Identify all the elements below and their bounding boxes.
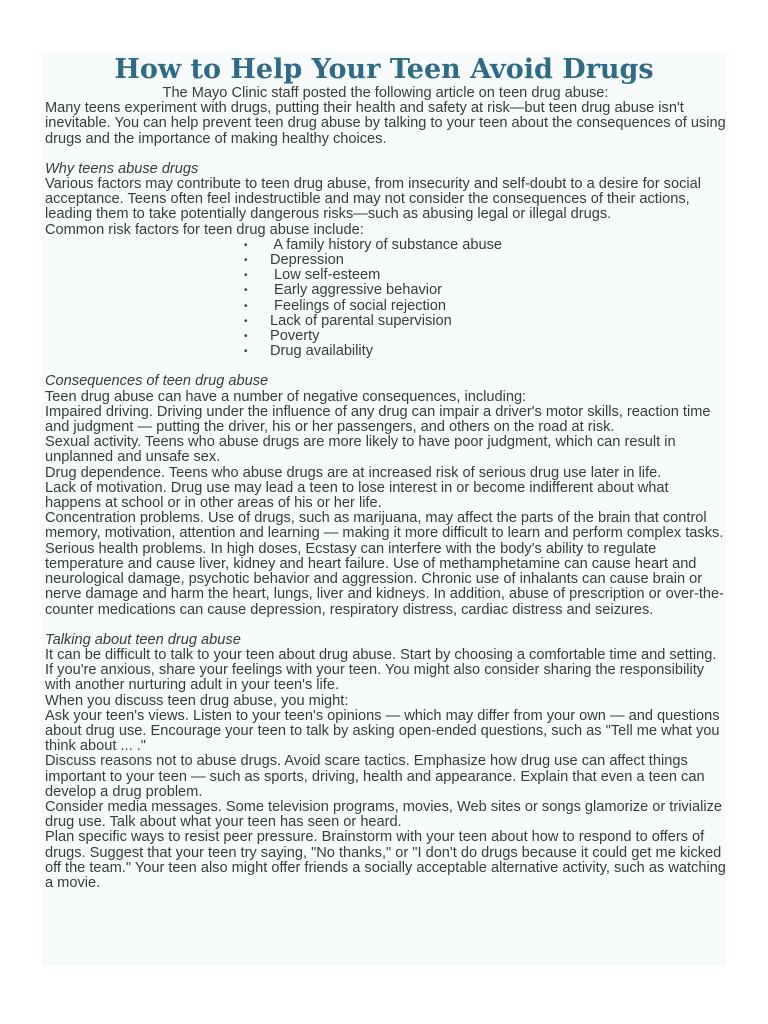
document-page <box>42 52 726 966</box>
list-item: • Drug availability <box>244 343 374 360</box>
section-heading-talking: Talking about teen drug abuse <box>45 631 241 648</box>
list-item: • A family history of substance abuse <box>244 236 503 253</box>
intro-line: The Mayo Clinic staff posted the following article on teen drug abuse: <box>162 85 609 101</box>
risk-list-intro: Common risk factors for teen drug abuse include: <box>45 221 364 238</box>
bullet-icon: • <box>244 255 248 267</box>
list-item: • Poverty <box>244 328 320 345</box>
article-body <box>42 86 726 891</box>
list-item: • Depression <box>244 252 344 269</box>
lead-paragraph: Many teens experiment with drugs, putting their health and safety at risk—but teen drug abuse isn't inevitable. You can help prevent teen drug abuse by talking to your teen about the consequences of using drugs and the importance of making healthy choices. <box>45 100 726 147</box>
consequence-item: Sexual activity. Teens who abuse drugs are more likely to have poor judgment, which can result in unplanned and unsafe sex. <box>45 434 676 466</box>
consequences-intro: Teen drug abuse can have a number of negative consequences, including: <box>45 388 527 405</box>
bullet-icon: • <box>244 270 248 282</box>
bullet-icon: • <box>244 300 248 312</box>
bullet-icon: • <box>244 346 248 358</box>
section-heading-consequences: Consequences of teen drug abuse <box>45 373 269 390</box>
talking-item: Plan specific ways to resist peer pressure. Brainstorm with your teen about how to respond to offers of drugs. Suggest that your teen try saying, "No thanks," or "I don't do drugs because it could get me kicked off the team." Your teen also might offer friends a socially acceptable alternative activity, such as watching a movie. <box>45 829 726 891</box>
consequence-item: Impaired driving. Driving under the influence of any drug can impair a driver's motor skills, reaction time and judgment — putting the driver, his or her passengers, and others on the road at risk. <box>45 403 711 436</box>
consequence-item: Lack of motivation. Drug use may lead a teen to lose interest in or become indifferent about what happens at school or in other areas of his or her life. <box>45 479 669 512</box>
talking-item: Ask your teen's views. Listen to your teen's opinions — which may differ from your own — and questions about drug use. Encourage your teen to talk by asking open-ended questions, such as "Tell me what you think about ... ." <box>45 707 720 755</box>
bullet-icon: • <box>244 285 248 297</box>
talking-item: Consider media messages. Some television programs, movies, Web sites or songs glamorize or trivialize drug use. Talk about what your teen has seen or heard. <box>45 798 722 831</box>
bullet-icon: • <box>244 315 248 327</box>
bullet-icon: • <box>244 239 248 251</box>
consequence-item: Drug dependence. Teens who abuse drugs are at increased risk of serious drug use later in life. <box>45 464 662 481</box>
consequence-item: Serious health problems. In high doses, Ecstasy can interfere with the body's ability to regulate temperature and cause liver, kidney and heart failure. Use of methamphetamine can cause heart and neurological damage, psychotic behavior and aggression. Chronic use of inhalants can cause brain or nerve damage and harm the heart, lungs, liver and kidneys. In addition, abuse of prescription or over-the-counter medications can cause depression, respiratory distress, cardiac distress and seizures. <box>45 540 724 618</box>
why-paragraph: Various factors may contribute to teen drug abuse, from insecurity and self-doubt to a desire for social acceptance. Teens often feel indestructible and may not consider the consequences of their actions, leading them to take potentially dangerous risks—such as abusing legal or illegal drugs. <box>45 176 701 223</box>
risk-factor-list <box>244 238 726 360</box>
list-item: • Feelings of social rejection <box>244 297 447 314</box>
bullet-icon: • <box>244 331 248 343</box>
talking-item: Discuss reasons not to abuse drugs. Avoid scare tactics. Emphasize how drug use can affect things important to your teen — such as sports, driving, health and appearance. Explain that even a teen can develop a drug problem. <box>45 753 705 800</box>
list-item: • Low self-esteem <box>244 267 381 284</box>
list-item: • Early aggressive behavior <box>244 282 442 299</box>
list-item: • Lack of parental supervision <box>244 312 452 329</box>
talking-paragraph: It can be difficult to talk to your teen about drug abuse. Start by choosing a comfortable time and setting. If you're anxious, share your feelings with your teen. You might also consider sharing the responsibility with another nurturing adult in your teen's life. <box>45 646 717 694</box>
section-heading-why: Why teens abuse drugs <box>45 160 199 177</box>
page-title: How to Help Your Teen Avoid Drugs <box>114 54 654 85</box>
consequence-item: Concentration problems. Use of drugs, such as marijuana, may affect the parts of the brain that control memory, motivation, attention and learning — making it more difficult to learn and perform complex tasks. <box>45 510 724 542</box>
talking-list-intro: When you discuss teen drug abuse, you might: <box>45 692 349 709</box>
